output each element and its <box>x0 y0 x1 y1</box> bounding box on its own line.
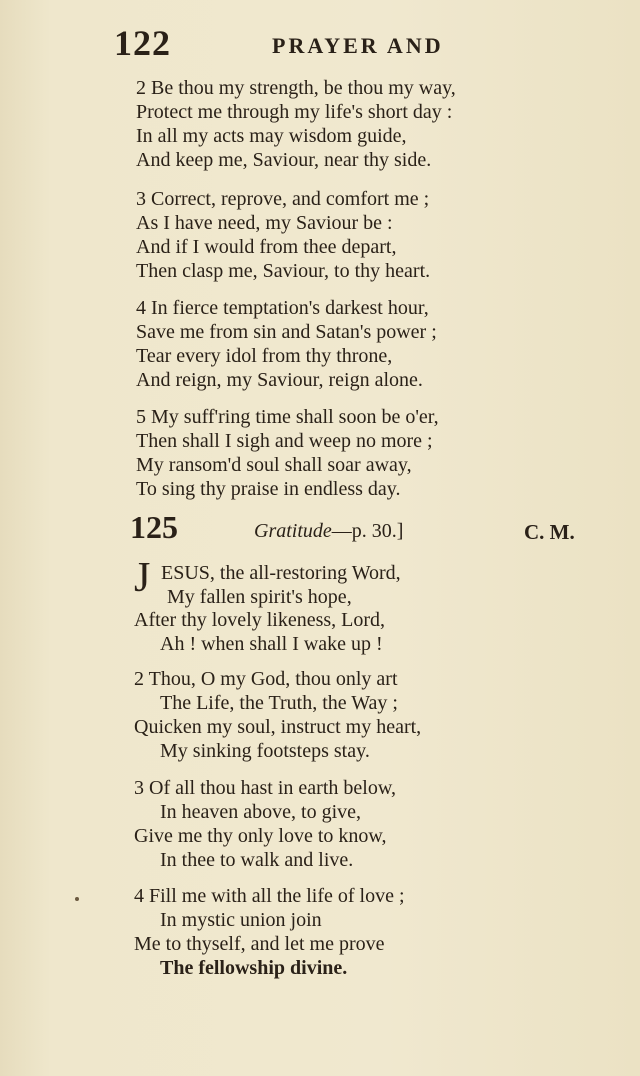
verse-line: My fallen spirit's hope, <box>167 586 352 608</box>
verse-line: Ah ! when shall I wake up ! <box>160 633 383 655</box>
hymn-reference <box>254 520 403 543</box>
verse-line: And keep me, Saviour, near thy side. <box>136 149 432 171</box>
page-number: 122 <box>114 23 171 63</box>
verse-line: As I have need, my Saviour be : <box>136 212 393 234</box>
paper-speck <box>75 897 79 901</box>
hymn-meter: C. M. <box>524 520 575 544</box>
verse-line: And if I would from thee depart, <box>136 236 397 258</box>
verse-line: The fellowship divine. <box>160 957 348 979</box>
verse-line: Quicken my soul, instruct my heart, <box>134 716 422 738</box>
verse-line: In all my acts may wisdom guide, <box>136 125 407 147</box>
verse-line: And reign, my Saviour, reign alone. <box>136 369 423 391</box>
verse-line: In mystic union join <box>160 909 322 931</box>
hymn-page-ref: —p. 30.] <box>331 520 404 542</box>
verse-line: Protect me through my life's short day : <box>136 101 453 123</box>
verse-line: ESUS, the all-restoring Word, <box>161 562 401 584</box>
verse-line: Give me thy only love to know, <box>134 825 387 847</box>
verse-line: 3 Correct, reprove, and comfort me ; <box>136 188 430 210</box>
verse-line: 2 Be thou my strength, be thou my way, <box>136 77 456 99</box>
verse-line: The Life, the Truth, the Way ; <box>160 692 398 714</box>
verse-line: Tear every idol from thy throne, <box>136 345 393 367</box>
verse-line: 4 In fierce temptation's darkest hour, <box>136 297 429 319</box>
verse-line: In heaven above, to give, <box>160 801 362 823</box>
verse-line: Then clasp me, Saviour, to thy heart. <box>136 260 431 282</box>
hymn-title: Gratitude <box>254 520 332 542</box>
verse-line: In thee to walk and live. <box>160 849 354 871</box>
verse-line: 2 Thou, O my God, thou only art <box>134 668 398 690</box>
running-head: PRAYER AND <box>272 33 444 58</box>
verse-line: 3 Of all thou hast in earth below, <box>134 777 396 799</box>
verse-line: After thy lovely likeness, Lord, <box>134 609 386 631</box>
verse-line: My sinking footsteps stay. <box>160 740 370 762</box>
verse-line: To sing thy praise in endless day. <box>136 478 401 500</box>
verse-line: Then shall I sigh and weep no more ; <box>136 430 433 452</box>
verse-line: 5 My suff'ring time shall soon be o'er, <box>136 406 439 428</box>
verse-line: Me to thyself, and let me prove <box>134 933 385 955</box>
drop-cap: J <box>134 555 151 601</box>
verse-line: My ransom'd soul shall soar away, <box>136 454 412 476</box>
verse-line: Save me from sin and Satan's power ; <box>136 321 437 343</box>
verse-line: 4 Fill me with all the life of love ; <box>134 885 405 907</box>
hymn-number: 125 <box>130 509 178 545</box>
